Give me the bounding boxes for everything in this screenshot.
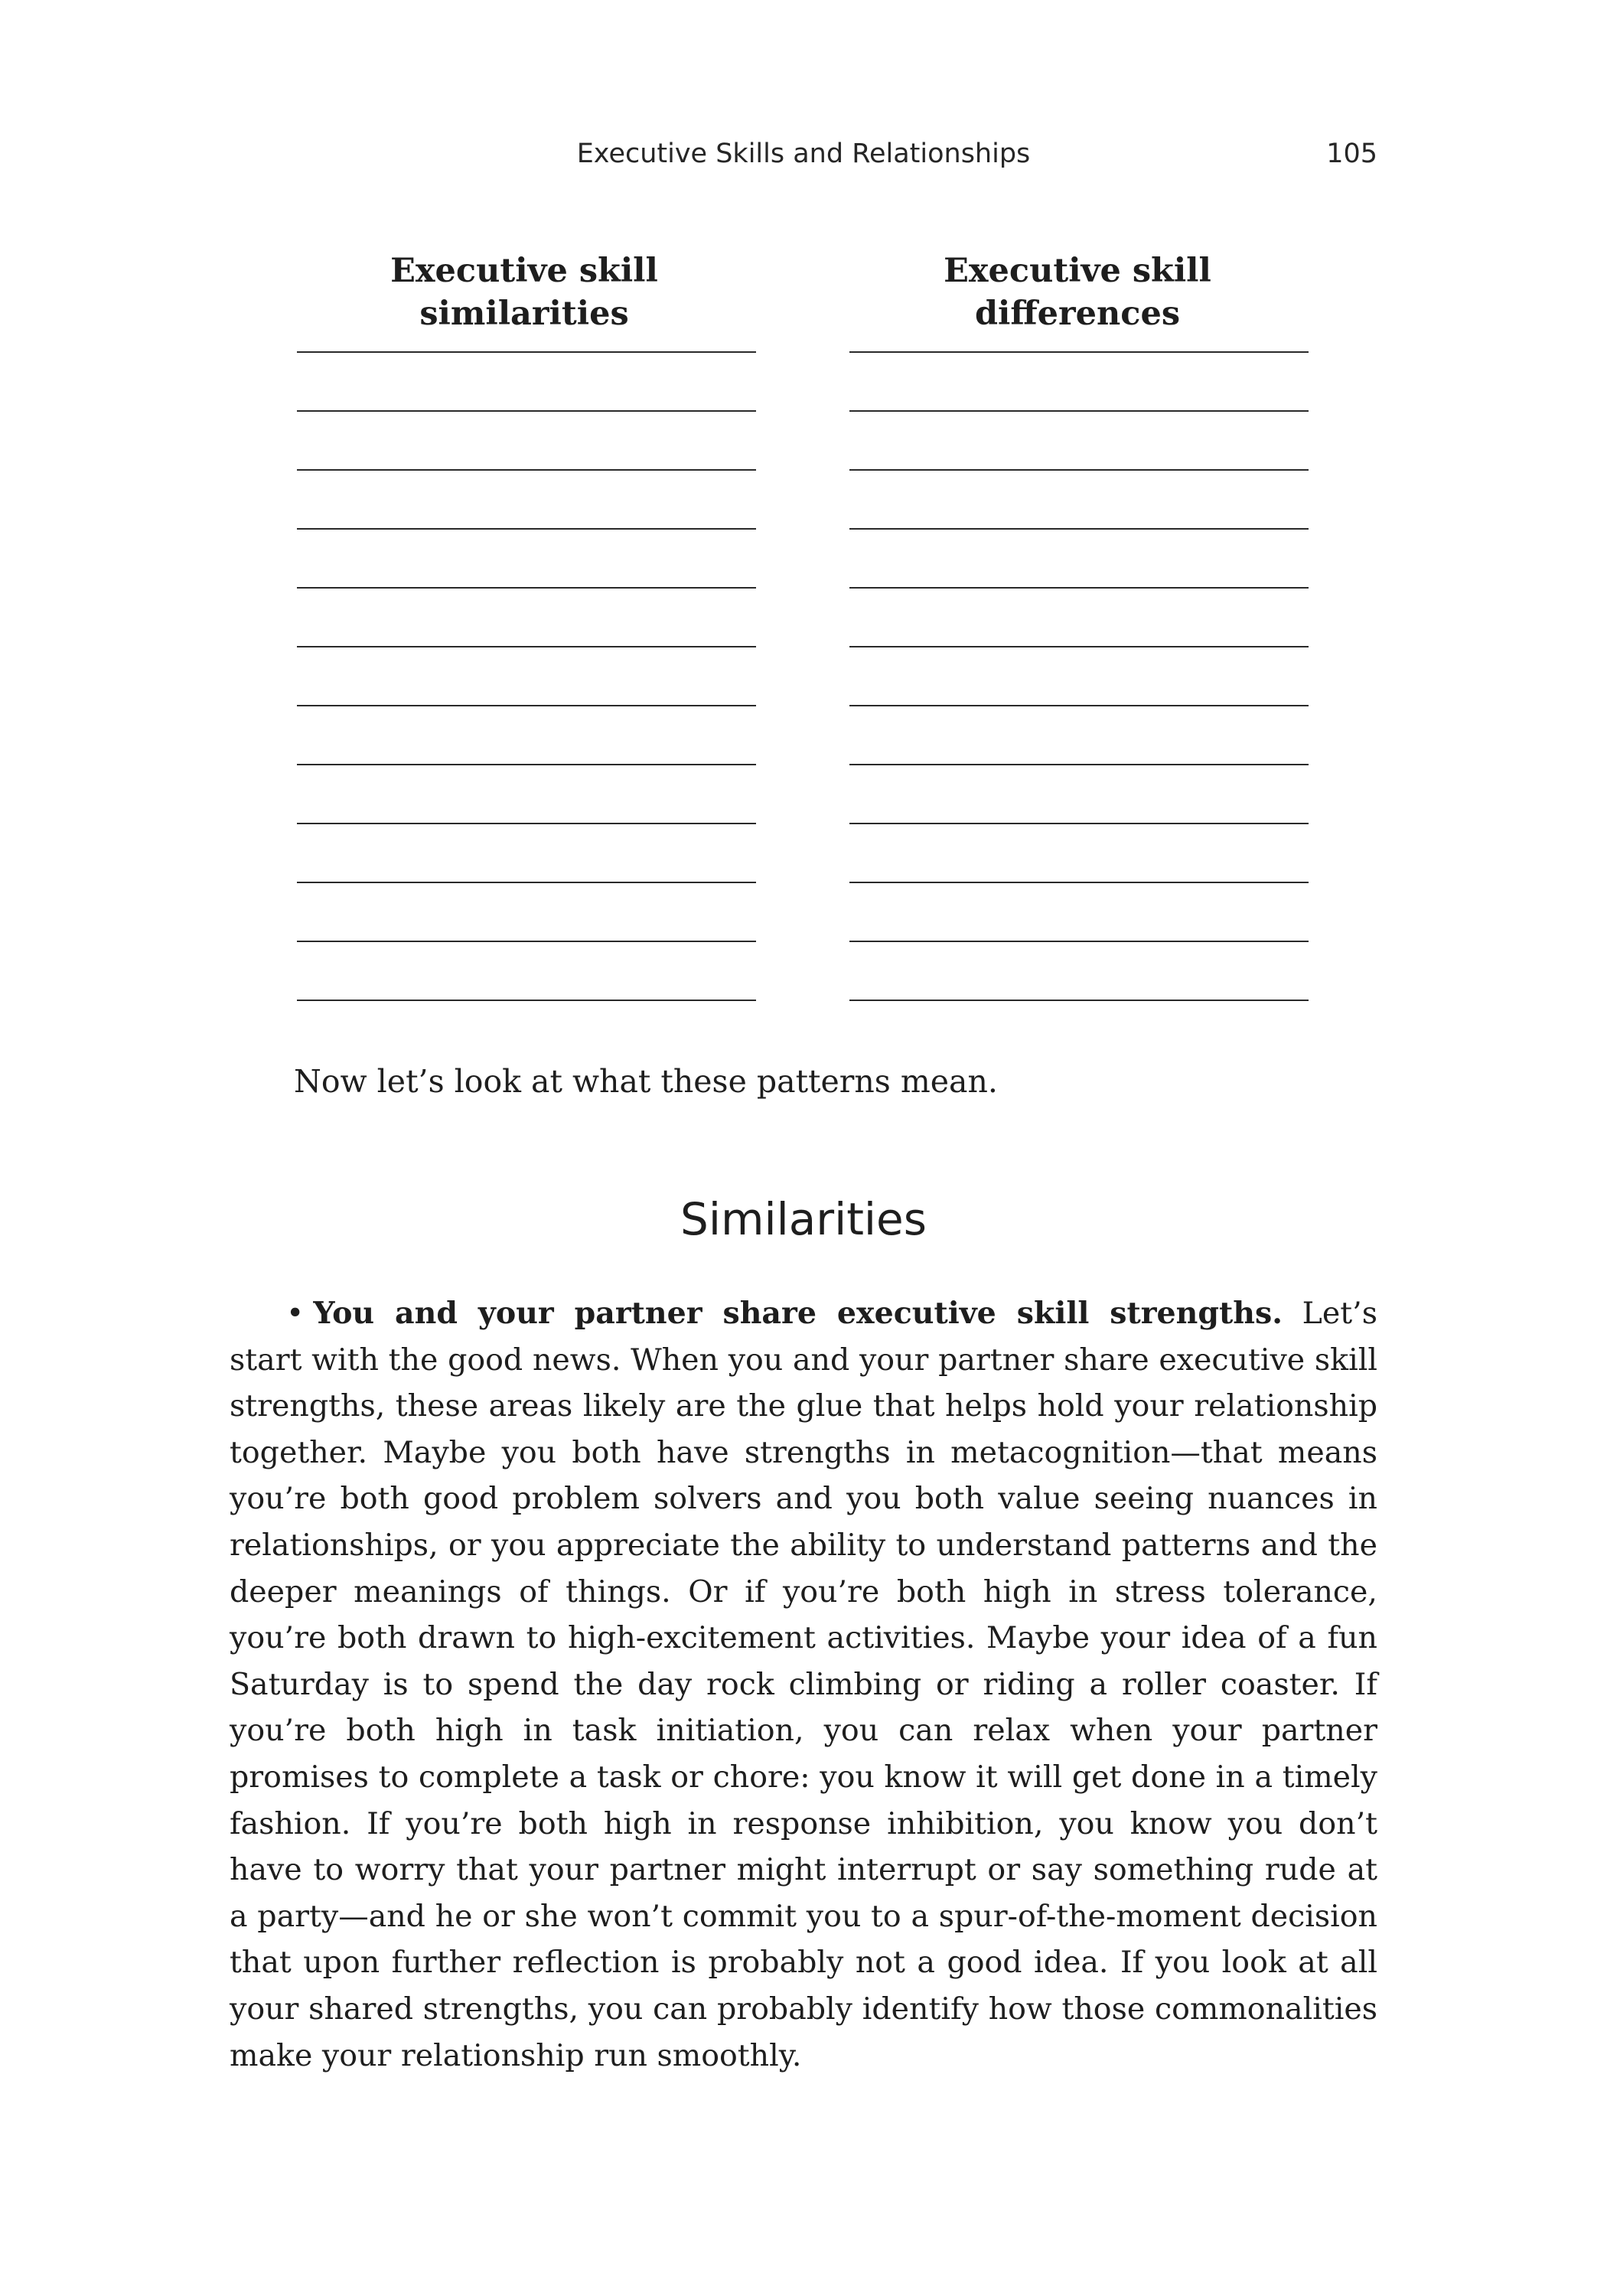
blank-line[interactable] [849, 882, 1309, 883]
blank-line[interactable] [849, 823, 1309, 824]
paragraph-body: Let’s start with the good news. When you and your partner share executive skill strengths, these areas likely are the glue that helps hold your relationship together. Maybe you both have strengths in metacognition—that means you’re both good problem solvers and you both value seeing nuances in relationships, or you appreciate the ability to understand patterns and the deeper meanings of things. Or if you’re both high in stress tolerance, you’re both drawn to high-excitement activities. Maybe your idea of a fun Saturday is to spend the day rock climbing or riding a roller coaster. If you’re both high in task initiation, you can relax when your partner promises to complete a task or chore: you know it will get done in a timely fashion. If you’re both high in response inhibition, you know you don’t have to worry that your partner might interrupt or say something rude at a party—and he or she won’t commit you to a spur-of-the-moment decision that upon further reflection is probably not a good idea. If you look at all your shared strengths, you can probably identify how those commonalities make your relationship run smoothly. [230, 1296, 1377, 2073]
blank-line[interactable] [297, 823, 756, 824]
blank-line[interactable] [849, 410, 1309, 412]
bullet-icon: • [286, 1296, 305, 1331]
blank-line[interactable] [849, 351, 1309, 353]
blank-line[interactable] [297, 764, 756, 765]
running-title: Executive Skills and Relationships [576, 139, 1031, 169]
blank-line[interactable] [297, 941, 756, 942]
page-number: 105 [1326, 139, 1377, 169]
blank-line[interactable] [849, 705, 1309, 706]
blank-line[interactable] [849, 587, 1309, 589]
blank-line[interactable] [297, 882, 756, 883]
body-paragraph [230, 1290, 1377, 2079]
blank-line[interactable] [849, 941, 1309, 942]
blank-line[interactable] [849, 646, 1309, 647]
running-header [0, 135, 1607, 173]
section-heading: Similarities [680, 1193, 927, 1245]
blank-line[interactable] [297, 528, 756, 530]
blank-line[interactable] [297, 410, 756, 412]
paragraph-lead-in: You and your partner share executive skill strengths. [313, 1296, 1283, 1331]
blank-line[interactable] [297, 351, 756, 353]
blank-line[interactable] [297, 587, 756, 589]
blank-line[interactable] [297, 1000, 756, 1001]
transition-sentence: Now let’s look at what these patterns mean. [294, 1063, 998, 1100]
blank-line[interactable] [849, 528, 1309, 530]
similarities-column-heading: Executive skill similarities [390, 252, 658, 333]
blank-line[interactable] [849, 764, 1309, 765]
blank-line[interactable] [297, 705, 756, 706]
blank-line[interactable] [849, 1000, 1309, 1001]
blank-line[interactable] [297, 469, 756, 471]
blank-line[interactable] [849, 469, 1309, 471]
differences-column-heading: Executive skill differences [944, 252, 1211, 333]
blank-line[interactable] [297, 646, 756, 647]
